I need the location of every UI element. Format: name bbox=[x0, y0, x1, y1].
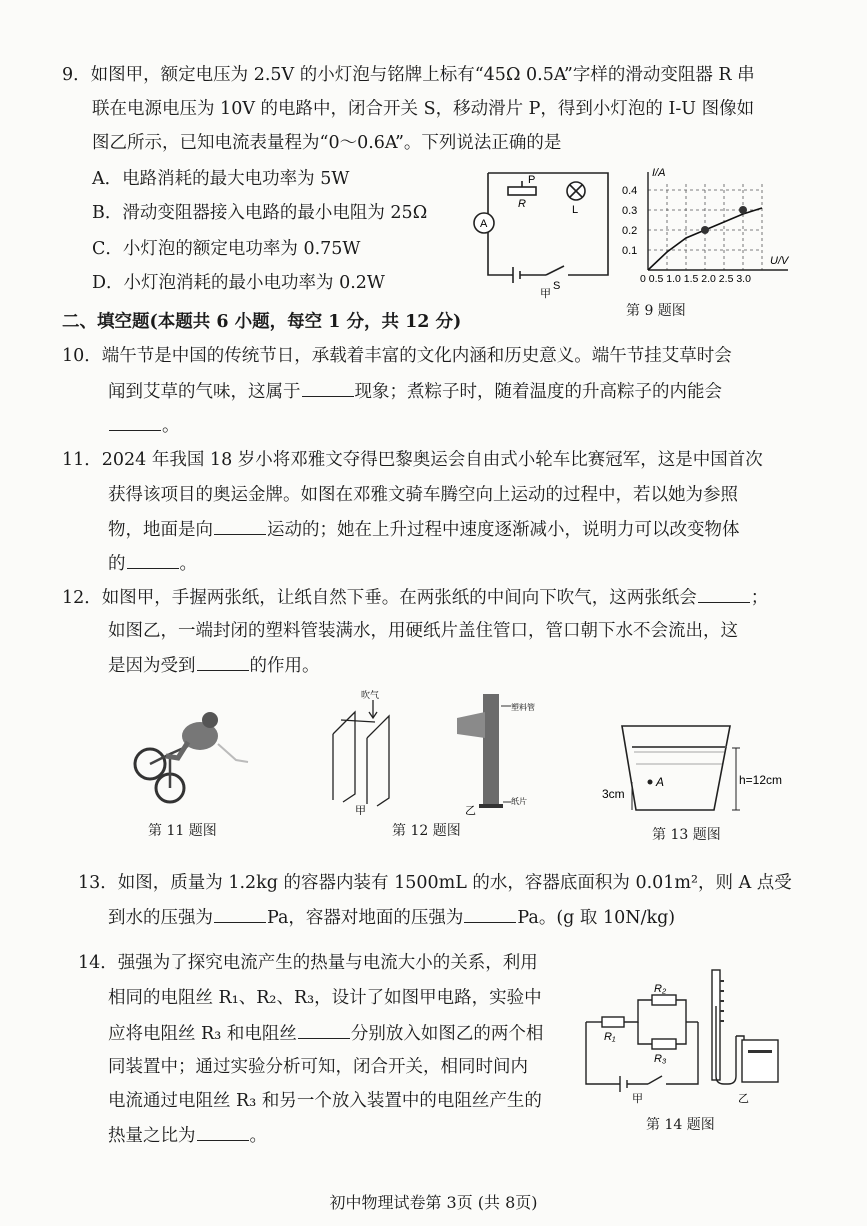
r2-label: R₂ bbox=[654, 983, 667, 995]
q9-option-c: C．小灯泡的额定电功率为 0.75W bbox=[92, 239, 361, 259]
answer-blank[interactable] bbox=[127, 550, 179, 569]
fig12-paper-and-tube bbox=[325, 690, 535, 815]
xticks: 0 0.5 1.0 1.5 2.0 2.5 3.0 bbox=[640, 273, 751, 282]
q11-line-1: 11．2024 年我国 18 岁小将邓雅文夺得巴黎奥运会自由式小轮车比赛冠军，这是中国首次 bbox=[62, 450, 763, 470]
section-2-header: 二、填空题(本题共 6 小题，每空 1 分，共 12 分) bbox=[62, 312, 462, 332]
q13-line-2 bbox=[108, 904, 675, 931]
fig13-caption: 第 13 题图 bbox=[652, 827, 721, 843]
q9-line-2: 联在电源电压为 10V 的电路中，闭合开关 S，移动滑片 P，得到小灯泡的 I-U 图像如 bbox=[92, 99, 755, 119]
q11-line-2: 获得该项目的奥运金牌。如图在邓雅文骑车腾空向上运动的过程中，若以她为参照 bbox=[108, 485, 738, 505]
tube-label: 塑料管 bbox=[511, 703, 535, 712]
q10-text: 现象；煮粽子时，随着温度的升高粽子的内能会 bbox=[354, 382, 722, 402]
r3-label: R₃ bbox=[654, 1053, 667, 1065]
answer-blank[interactable] bbox=[298, 1020, 350, 1039]
circuit-label-jia: 甲 bbox=[540, 288, 551, 300]
page-footer: 初中物理试卷第 3页 (共 8页) bbox=[329, 1193, 538, 1212]
q10-text: 闻到艾草的气味，这属于 bbox=[108, 382, 301, 402]
q10-line-3 bbox=[108, 412, 180, 439]
graph-xlabel: U/V bbox=[770, 255, 789, 267]
q14-line-1: 14．强强为了探究电流产生的热量与电流大小的关系，利用 bbox=[78, 953, 538, 973]
answer-blank[interactable] bbox=[214, 904, 266, 923]
depth-label: 3cm bbox=[602, 787, 625, 801]
q14-text: 热量之比为 bbox=[108, 1126, 196, 1146]
q11-text: 。 bbox=[179, 554, 197, 574]
q14-line-3 bbox=[108, 1020, 543, 1047]
answer-blank[interactable] bbox=[197, 1122, 249, 1141]
hand-icon bbox=[457, 712, 485, 738]
answer-blank[interactable] bbox=[464, 904, 516, 923]
fig13-container bbox=[592, 718, 832, 818]
q11-line-4 bbox=[108, 550, 197, 577]
fig14-jia: 甲 bbox=[632, 1093, 643, 1105]
plastic-tube bbox=[483, 694, 499, 804]
q9-circuit-diagram bbox=[468, 165, 630, 300]
ytick: 0.3 bbox=[622, 205, 638, 217]
q10-line-1: 10．端午节是中国的传统节日，承载着丰富的文化内涵和历史意义。端午节挂艾草时会 bbox=[62, 346, 732, 366]
q13-text: 到水的压强为 bbox=[108, 908, 213, 928]
q12-text: 12．如图甲，手握两张纸，让纸自然下垂。在两张纸的中间向下吹气，这两张纸会 bbox=[62, 588, 697, 608]
q9-option-d: D．小灯泡消耗的最小电功率为 0.2W bbox=[92, 273, 385, 293]
fig12-caption: 第 12 题图 bbox=[392, 823, 461, 839]
answer-blank[interactable] bbox=[109, 412, 161, 431]
q12-line-1 bbox=[62, 584, 768, 611]
circuit-label-r: R bbox=[518, 198, 526, 210]
q12-text: 是因为受到 bbox=[108, 656, 196, 676]
q9-iu-graph bbox=[618, 164, 798, 282]
q9-option-a: A．电路消耗的最大电功率为 5W bbox=[92, 169, 350, 189]
q14-line-6 bbox=[108, 1122, 267, 1149]
iu-point bbox=[701, 226, 709, 234]
q14-text: 。 bbox=[249, 1126, 267, 1146]
fig12-yi: 乙 bbox=[465, 805, 476, 815]
fig14-circuit-and-apparatus bbox=[580, 966, 810, 1106]
q13-line-1: 13．如图，质量为 1.2kg 的容器内装有 1500mL 的水，容器底面积为 0.01m²，则 A 点受 bbox=[78, 873, 792, 893]
ytick: 0.1 bbox=[622, 245, 638, 257]
paper-card bbox=[479, 804, 503, 808]
answer-blank[interactable] bbox=[302, 378, 354, 397]
q11-text: 运动的；她在上升过程中速度逐渐减小，说明力可以改变物体 bbox=[267, 520, 740, 540]
height-label: h=12cm bbox=[739, 773, 783, 787]
q12-text: ； bbox=[750, 588, 769, 608]
fig12-jia: 甲 bbox=[355, 805, 366, 815]
q12-text: 的作用。 bbox=[249, 656, 320, 676]
q14-text: 应将电阻丝 R₃ 和电阻丝 bbox=[108, 1024, 297, 1044]
graph-ylabel: I/A bbox=[652, 167, 666, 179]
r1-label: R₁ bbox=[604, 1031, 616, 1043]
ytick: 0.2 bbox=[622, 225, 638, 237]
fig14-yi: 乙 bbox=[738, 1093, 749, 1105]
bmx-rider-figure bbox=[118, 706, 258, 806]
q10-text: 。 bbox=[162, 416, 180, 436]
circuit-label-s: S bbox=[553, 280, 561, 292]
blow-label: 吹气 bbox=[361, 690, 380, 700]
answer-blank[interactable] bbox=[698, 584, 750, 603]
iu-point bbox=[739, 206, 747, 214]
q9-line-1: 9．如图甲，额定电压为 2.5V 的小灯泡与铭牌上标有“45Ω 0.5A”字样的滑动变阻器 R 串 bbox=[62, 65, 755, 85]
q13-text: Pa。(g 取 10N/kg) bbox=[517, 908, 676, 928]
q12-line-3 bbox=[108, 652, 320, 679]
q14-line-2: 相同的电阻丝 R₁、R₂、R₃，设计了如图甲电路，实验中 bbox=[108, 988, 542, 1008]
q13-text: Pa，容器对地面的压强为 bbox=[267, 908, 464, 928]
q9-caption: 第 9 题图 bbox=[626, 303, 686, 319]
circuit-label-p: P bbox=[528, 174, 536, 186]
point-a-label: A bbox=[656, 775, 665, 789]
card-label: 纸片 bbox=[511, 797, 527, 806]
q10-line-2 bbox=[108, 378, 722, 405]
q14-line-4: 同装置中；通过实验分析可知，闭合开关，相同时间内 bbox=[108, 1057, 528, 1077]
q11-line-3 bbox=[108, 516, 740, 543]
q11-text: 的 bbox=[108, 554, 126, 574]
q9-option-b: B．滑动变阻器接入电路的最小电阻为 25Ω bbox=[92, 203, 428, 223]
q14-line-5: 电流通过电阻丝 R₃ 和另一个放入装置中的电阻丝产生的 bbox=[108, 1091, 542, 1111]
q9-line-3: 图乙所示，已知电流表量程为“0～0.6A”。下列说法正确的是 bbox=[92, 133, 562, 153]
fig11-caption: 第 11 题图 bbox=[148, 823, 217, 839]
q14-caption: 第 14 题图 bbox=[646, 1117, 715, 1133]
circuit-label-a: A bbox=[480, 218, 488, 230]
q14-text: 分别放入如图乙的两个相 bbox=[350, 1024, 544, 1044]
answer-blank[interactable] bbox=[197, 652, 249, 671]
q12-line-2: 如图乙，一端封闭的塑料管装满水，用硬纸片盖住管口，管口朝下水不会流出，这 bbox=[108, 621, 738, 641]
circuit-label-l: L bbox=[572, 204, 579, 216]
answer-blank[interactable] bbox=[214, 516, 266, 535]
q11-text: 物，地面是向 bbox=[108, 520, 213, 540]
ytick: 0.4 bbox=[622, 185, 638, 197]
